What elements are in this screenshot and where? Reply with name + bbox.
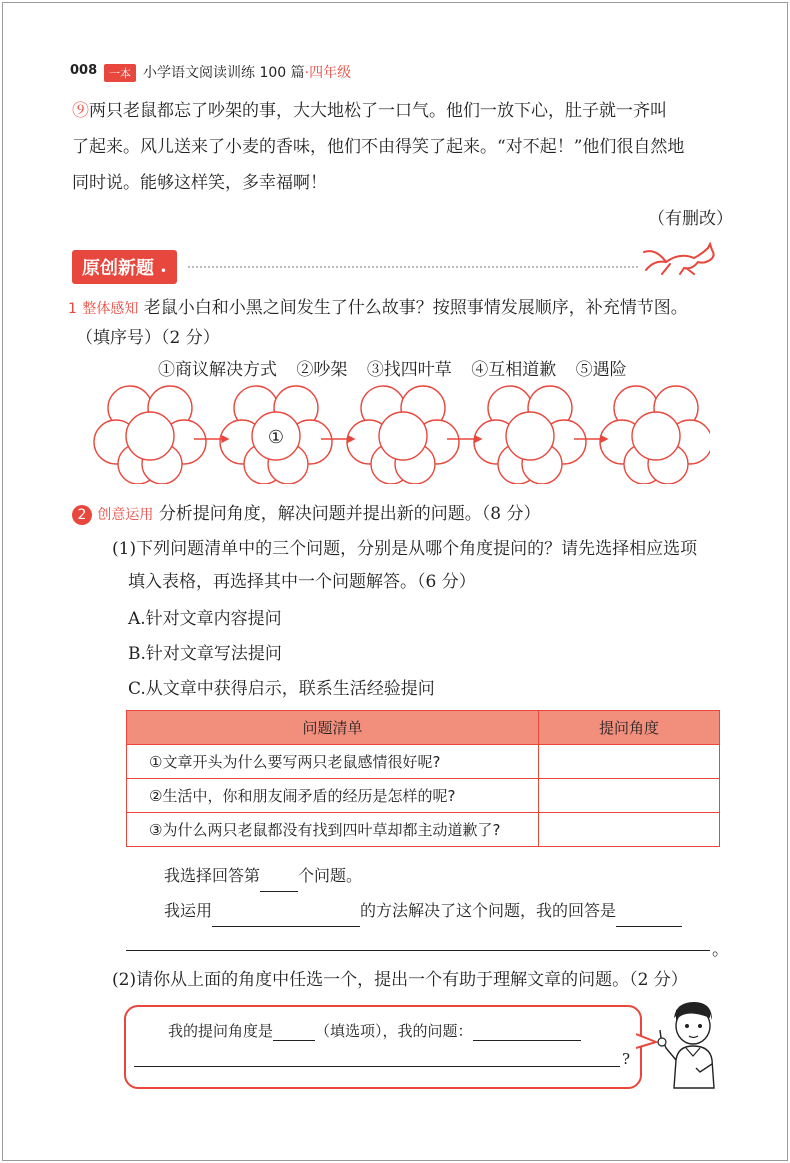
q1-heading: [68, 293, 688, 318]
option-3: ③找四叶草: [366, 360, 452, 380]
flower-5[interactable]: [600, 386, 710, 484]
q2-sub1-line2: 填入表格，再选择其中一个问题解答。（6 分）: [128, 572, 476, 592]
flower-label-2: ①: [267, 427, 285, 448]
q2-sub1-line1: (1)下列问题清单中的三个问题，分别是从哪个角度提问的？请先选择相应选项: [112, 539, 698, 559]
q1-tag: 整体感知: [82, 301, 139, 317]
passage-line-3: 同时说。能够这样笑，多幸福啊！: [72, 173, 327, 193]
angle-choice-blank[interactable]: [273, 1022, 315, 1041]
choice-a: A.针对文章内容提问: [128, 609, 282, 629]
cat-illustration-icon: [640, 240, 718, 276]
table-row: [127, 745, 720, 779]
q2-heading: [72, 499, 541, 525]
q2-tag: 创意运用: [97, 507, 154, 523]
source-note: （有删改）: [648, 209, 733, 229]
brand-logo: [104, 62, 136, 82]
header-question-list: 问题清单: [127, 711, 539, 745]
series-name: 小学语文阅读训练 100 篇: [143, 65, 305, 81]
flower-3[interactable]: [347, 386, 459, 484]
option-1: ①商议解决方式: [158, 360, 277, 380]
question-table: [126, 710, 720, 847]
brand-label: 一本: [104, 64, 136, 82]
page-number: 008: [70, 63, 98, 78]
q2-sub2: (2)请你从上面的角度中任选一个，提出一个有助于理解文章的问题。（2 分）: [112, 970, 688, 990]
question-cell: ①文章开头为什么要写两只老鼠感情很好呢?: [127, 745, 539, 779]
section-title: 原创新题 •: [72, 250, 177, 284]
angle-answer-cell[interactable]: [539, 779, 720, 813]
passage-line-2: 了起来。风儿送来了小麦的香味，他们不由得笑了起来。“对不起！”他们很自然地: [72, 137, 685, 157]
bubble-tail: [636, 1030, 658, 1052]
answer-blank-1[interactable]: [616, 904, 682, 927]
method-line: 我运用 的方法解决了这个问题，我的回答是: [164, 895, 682, 927]
paragraph-number: ⑨: [72, 101, 89, 121]
option-2: ②吵架: [296, 360, 348, 380]
passage-line-1: ⑨两只老鼠都忘了吵架的事，大大地松了一口气。他们一放下心，肚子就一齐叫: [72, 101, 667, 121]
question-blank-1[interactable]: [473, 1022, 581, 1041]
choice-b: B.针对文章写法提问: [128, 644, 282, 664]
flower-4[interactable]: [474, 386, 586, 484]
q1-prompt: 老鼠小白和小黑之间发生了什么故事？按照事情发展顺序，补充情节图。: [143, 298, 688, 318]
question-number-blank[interactable]: [260, 869, 298, 892]
option-5: ⑤遇险: [575, 360, 627, 380]
table-row: [127, 813, 720, 847]
bubble-question-mark: ?: [622, 1050, 631, 1068]
angle-answer-cell[interactable]: [539, 745, 720, 779]
flower-1[interactable]: [94, 386, 206, 484]
series-title: [143, 62, 351, 82]
choose-question-line: 我选择回答第 个问题。: [164, 860, 362, 892]
section-divider: [188, 266, 638, 268]
angle-answer-cell[interactable]: [539, 813, 720, 847]
q1-instruction: （填序号）（2 分）: [76, 328, 220, 348]
q2-number-badge: 2: [72, 505, 92, 525]
question-cell: ③为什么两只老鼠都没有找到四叶草却都主动道歉了?: [127, 813, 539, 847]
option-4: ④互相道歉: [471, 360, 557, 380]
method-blank[interactable]: [212, 904, 360, 927]
answer-blank-2[interactable]: [126, 950, 710, 951]
answer-bubble: [124, 1005, 642, 1089]
table-row: [127, 779, 720, 813]
boy-illustration-icon: [656, 998, 728, 1090]
table-header-row: [127, 711, 720, 745]
q1-number: 1: [68, 301, 77, 317]
answer-end-mark: 。: [712, 940, 729, 960]
q2-prompt: 分析提问角度，解决问题并提出新的问题。（8 分）: [158, 504, 541, 524]
header-angle: 提问角度: [539, 711, 720, 745]
grade-label: ·四年级: [304, 65, 352, 81]
q1-options: [158, 355, 627, 380]
question-cell: ②生活中，你和朋友闹矛盾的经历是怎样的呢?: [127, 779, 539, 813]
question-blank-2[interactable]: [134, 1066, 620, 1067]
choice-c: C.从文章中获得启示，联系生活经验提问: [128, 679, 435, 699]
plot-flow-diagram: [90, 384, 710, 484]
bubble-line-1: 我的提问角度是 （填选项），我的问题：: [168, 1020, 581, 1041]
